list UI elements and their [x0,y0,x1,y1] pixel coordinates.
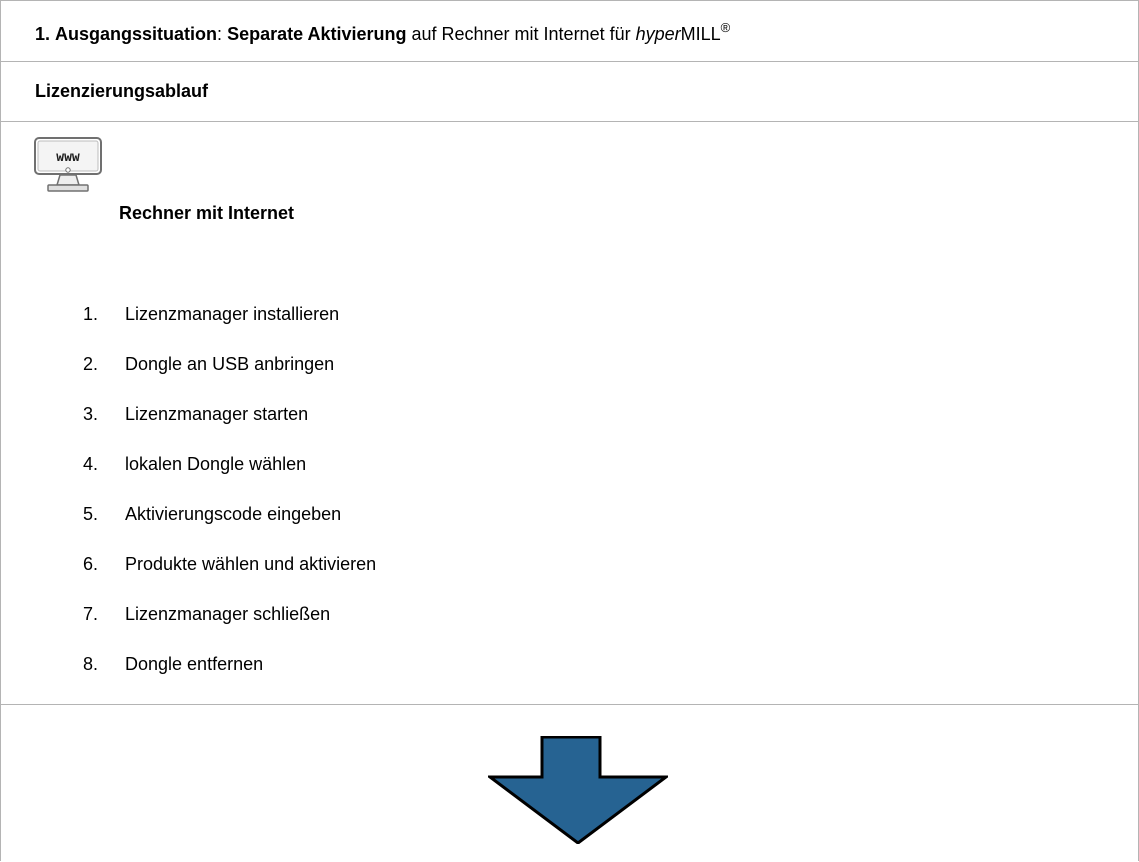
title-product-rest: MILL [680,24,721,44]
step-number: 8. [83,654,99,674]
step-text: Lizenzmanager installieren [125,304,340,324]
step-number: 1. [83,304,99,324]
step-number: 6. [83,554,99,574]
computer-label: Rechner mit Internet [119,203,295,223]
registered-mark: ® [720,20,731,35]
licensing-heading: Lizenzierungsablauf [35,81,209,101]
heading-row [1,62,1138,122]
step-number: 2. [83,354,99,374]
step-text: Dongle an USB anbringen [125,354,335,374]
title-product-italic: hyper [635,24,681,44]
title-context: auf Rechner mit Internet für [406,24,636,44]
step-number: 4. [83,454,99,474]
step-number: 5. [83,504,99,524]
section-title [35,21,730,45]
steps-row [1,122,1138,705]
title-number: 1. [35,24,51,44]
step-number: 7. [83,604,99,624]
monitor-www-icon [34,137,102,193]
step-text: Aktivierungscode eingeben [125,504,342,524]
arrow-down-icon [488,736,668,844]
arrow-row [1,705,1138,862]
step-text: Lizenzmanager schließen [125,604,331,624]
monitor-screen-text: www [56,150,80,165]
title-situation: Ausgangssituation [55,24,218,44]
step-number: 3. [83,404,99,424]
step-text: Produkte wählen und aktivieren [125,554,377,574]
title-colon: : [217,24,223,44]
step-text: lokalen Dongle wählen [125,454,307,474]
step-text: Lizenzmanager starten [125,404,309,424]
step-text: Dongle entfernen [125,654,264,674]
title-row [1,1,1138,62]
title-activation: Separate Aktivierung [227,24,407,44]
